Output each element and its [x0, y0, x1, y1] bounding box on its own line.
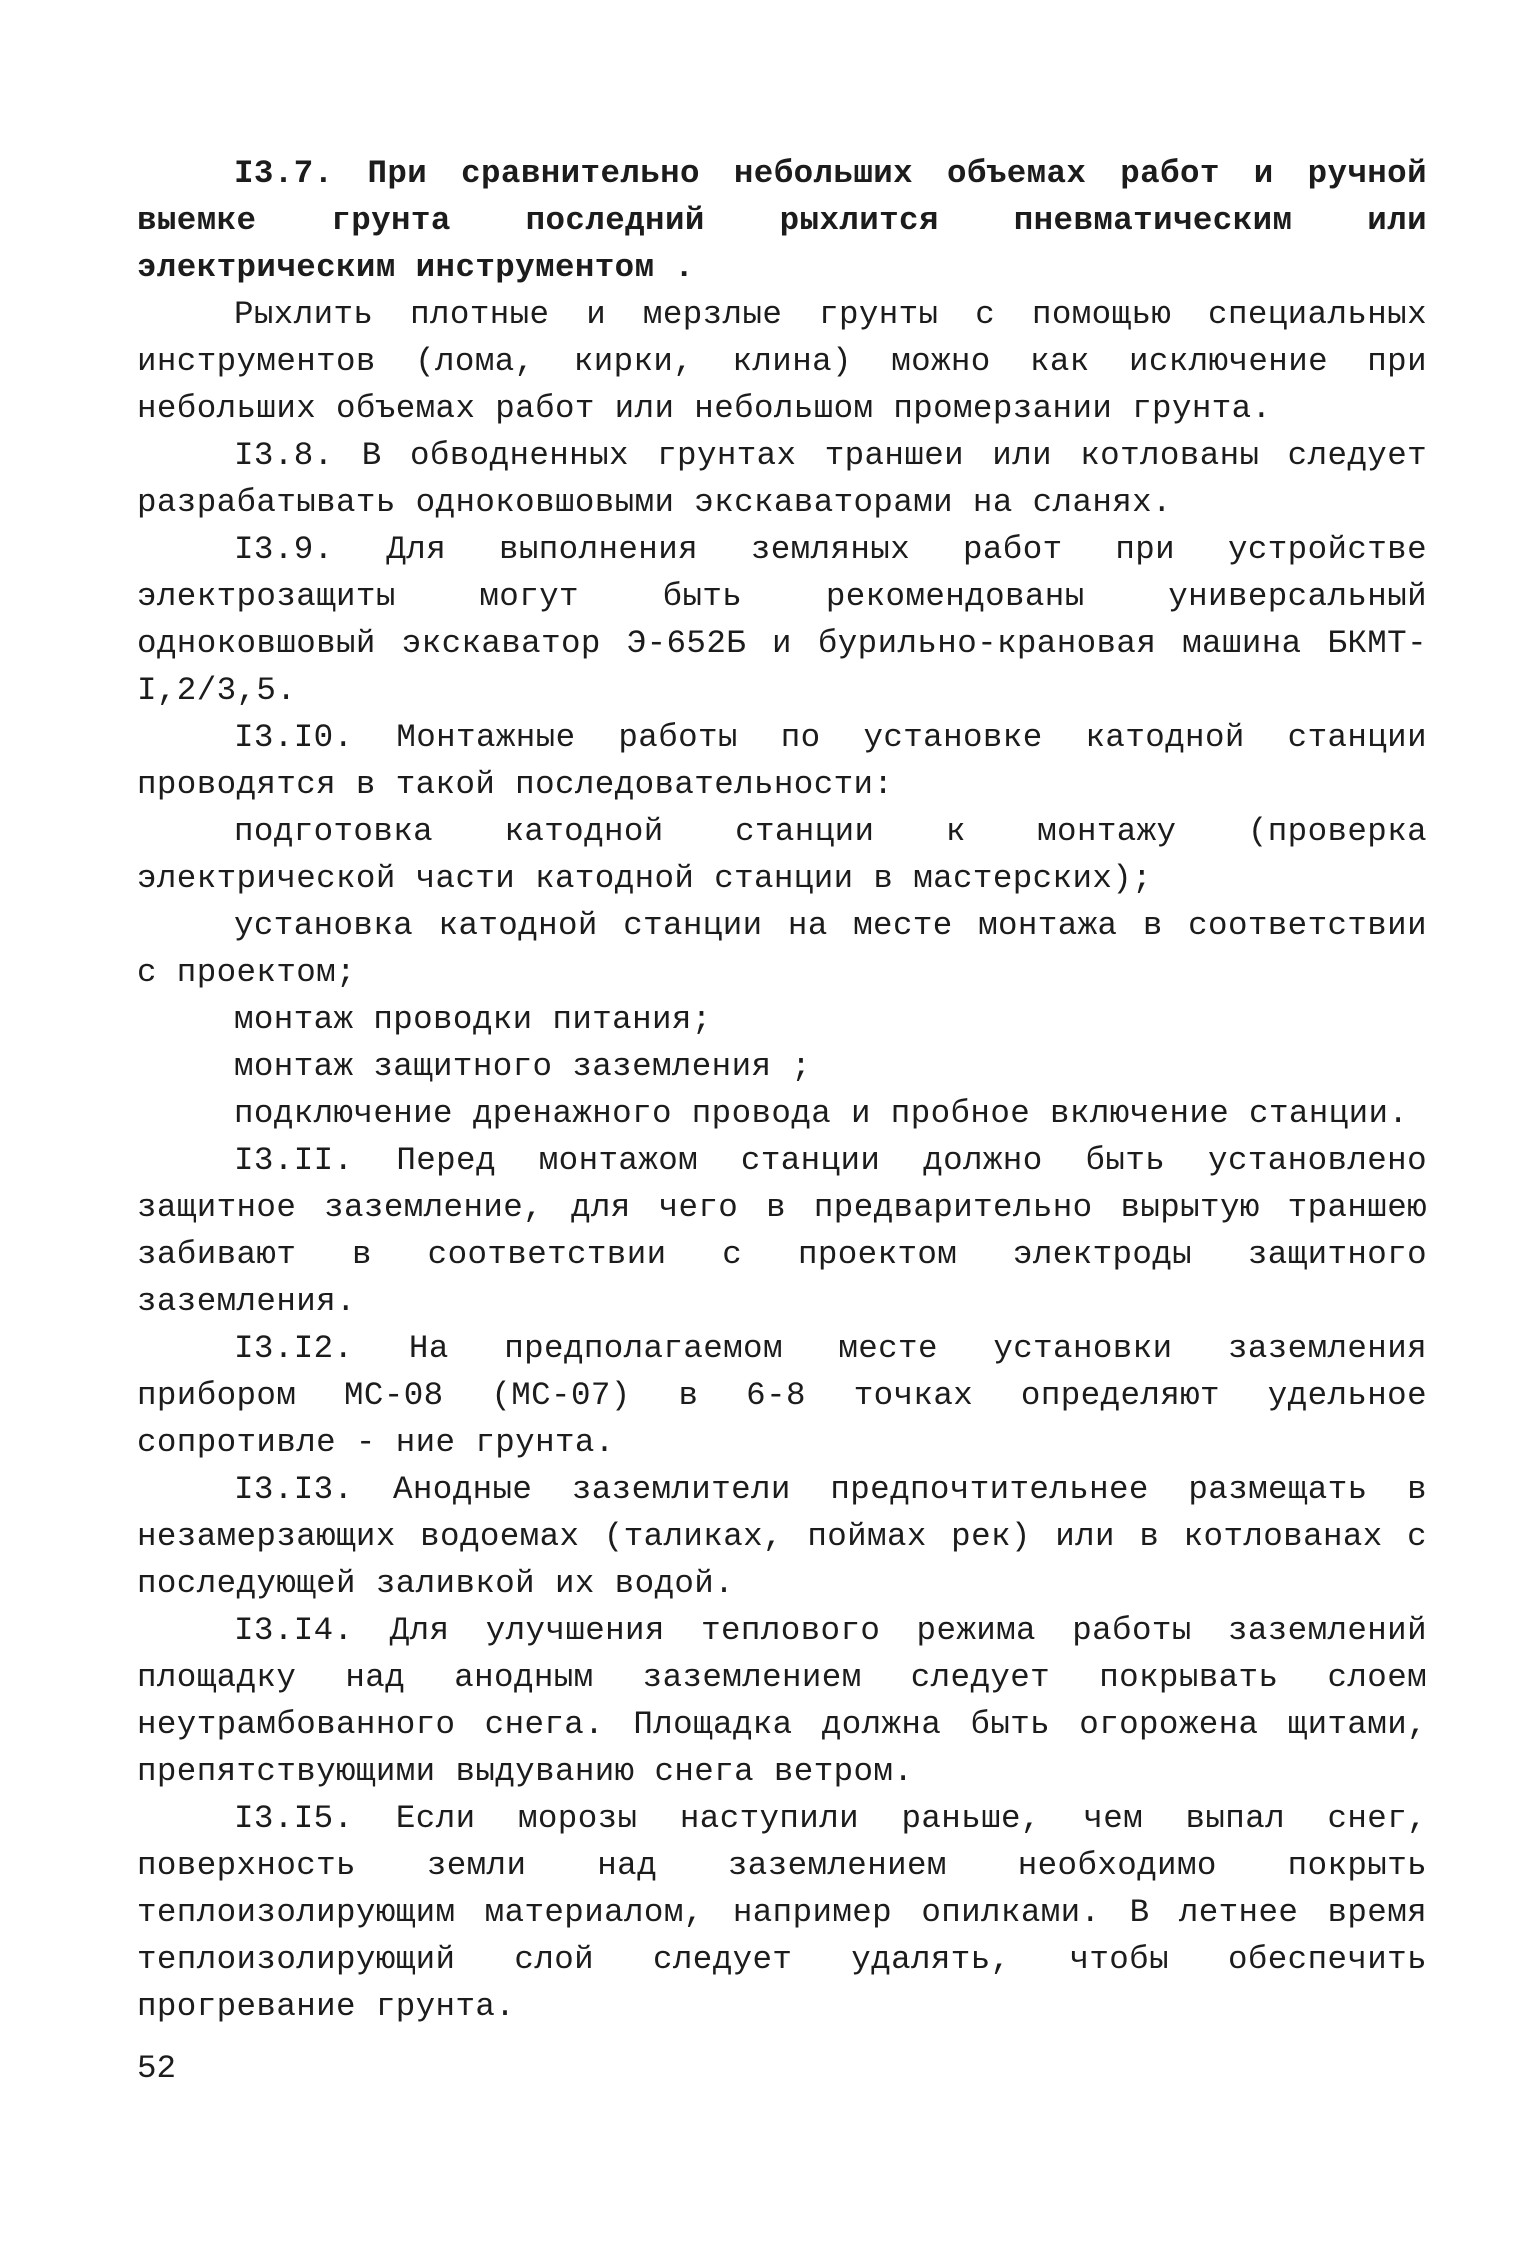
list-item-step-4: монтаж защитного заземления ; — [234, 1048, 812, 1085]
paragraph-13-8: I3.8. В обводненных грунтах траншеи или котлованы следует разрабатывать одноковшовыми экскаваторами на сланях. — [137, 437, 1427, 521]
paragraph-13-15: I3.I5. Если морозы наступили раньше, чем выпал снег, поверхность земли над заземлением необходимо покрыть теплоизолирующим материалом, например опилками. В летнее время теплоизолирующий слой следует удалять, чтобы обеспечить прогревание грунта. — [137, 1800, 1427, 2025]
paragraph-13-11: I3.II. Перед монтажом станции должно быть установлено защитное заземление, для чего в предварительно вырытую траншею забивают в соответствии с проектом электроды защитного заземления. — [137, 1142, 1427, 1320]
paragraph-13-14: I3.I4. Для улучшения теплового режима работы заземлений площадку над анодным заземлением следует покрывать слоем неутрамбованного снега. Площадка должна быть огорожена щитами, препятствующими выдуванию снега ветром. — [137, 1612, 1427, 1790]
list-item-step-2: установка катодной станции на месте монтажа в соответствии с проектом; — [137, 907, 1427, 991]
paragraph-13-12: I3.I2. На предполагаемом месте установки заземления прибором МС-08 (МС-07) в 6-8 точках определяют удельное сопротивле - ние грунта. — [137, 1330, 1427, 1461]
list-item-step-3: монтаж проводки питания; — [234, 1001, 712, 1038]
list-item-step-1: подготовка катодной станции к монтажу (проверка электрической части катодной станции в мастерских); — [137, 813, 1427, 897]
paragraph-13-9: I3.9. Для выполнения земляных работ при устройстве электрозащиты могут быть рекомендованы универсальный одноковшовый экскаватор Э-652Б и бурильно-крановая машина БКМТ-I,2/3,5. — [137, 531, 1427, 709]
page-number: 52 — [137, 2050, 177, 2087]
list-item-step-5: подключение дренажного провода и пробное включение станции. — [234, 1095, 1409, 1132]
document-page — [137, 150, 1427, 2030]
paragraph-13-7-continuation: Рыхлить плотные и мерзлые грунты с помощью специальных инструментов (лома, кирки, клина) можно как исключение при небольших объемах работ или небольшом промерзании грунта. — [137, 296, 1427, 427]
paragraph-13-7: I3.7. При сравнительно небольших объемах работ и ручной выемке грунта последний рыхлится пневматическим или электрическим инструментом . — [137, 155, 1427, 286]
paragraph-13-10: I3.I0. Монтажные работы по установке катодной станции проводятся в такой последовательности: — [137, 719, 1427, 803]
paragraph-13-13: I3.I3. Анодные заземлители предпочтительнее размещать в незамерзающих водоемах (таликах, поймах рек) или в котлованах с последующей заливкой их водой. — [137, 1471, 1427, 1602]
